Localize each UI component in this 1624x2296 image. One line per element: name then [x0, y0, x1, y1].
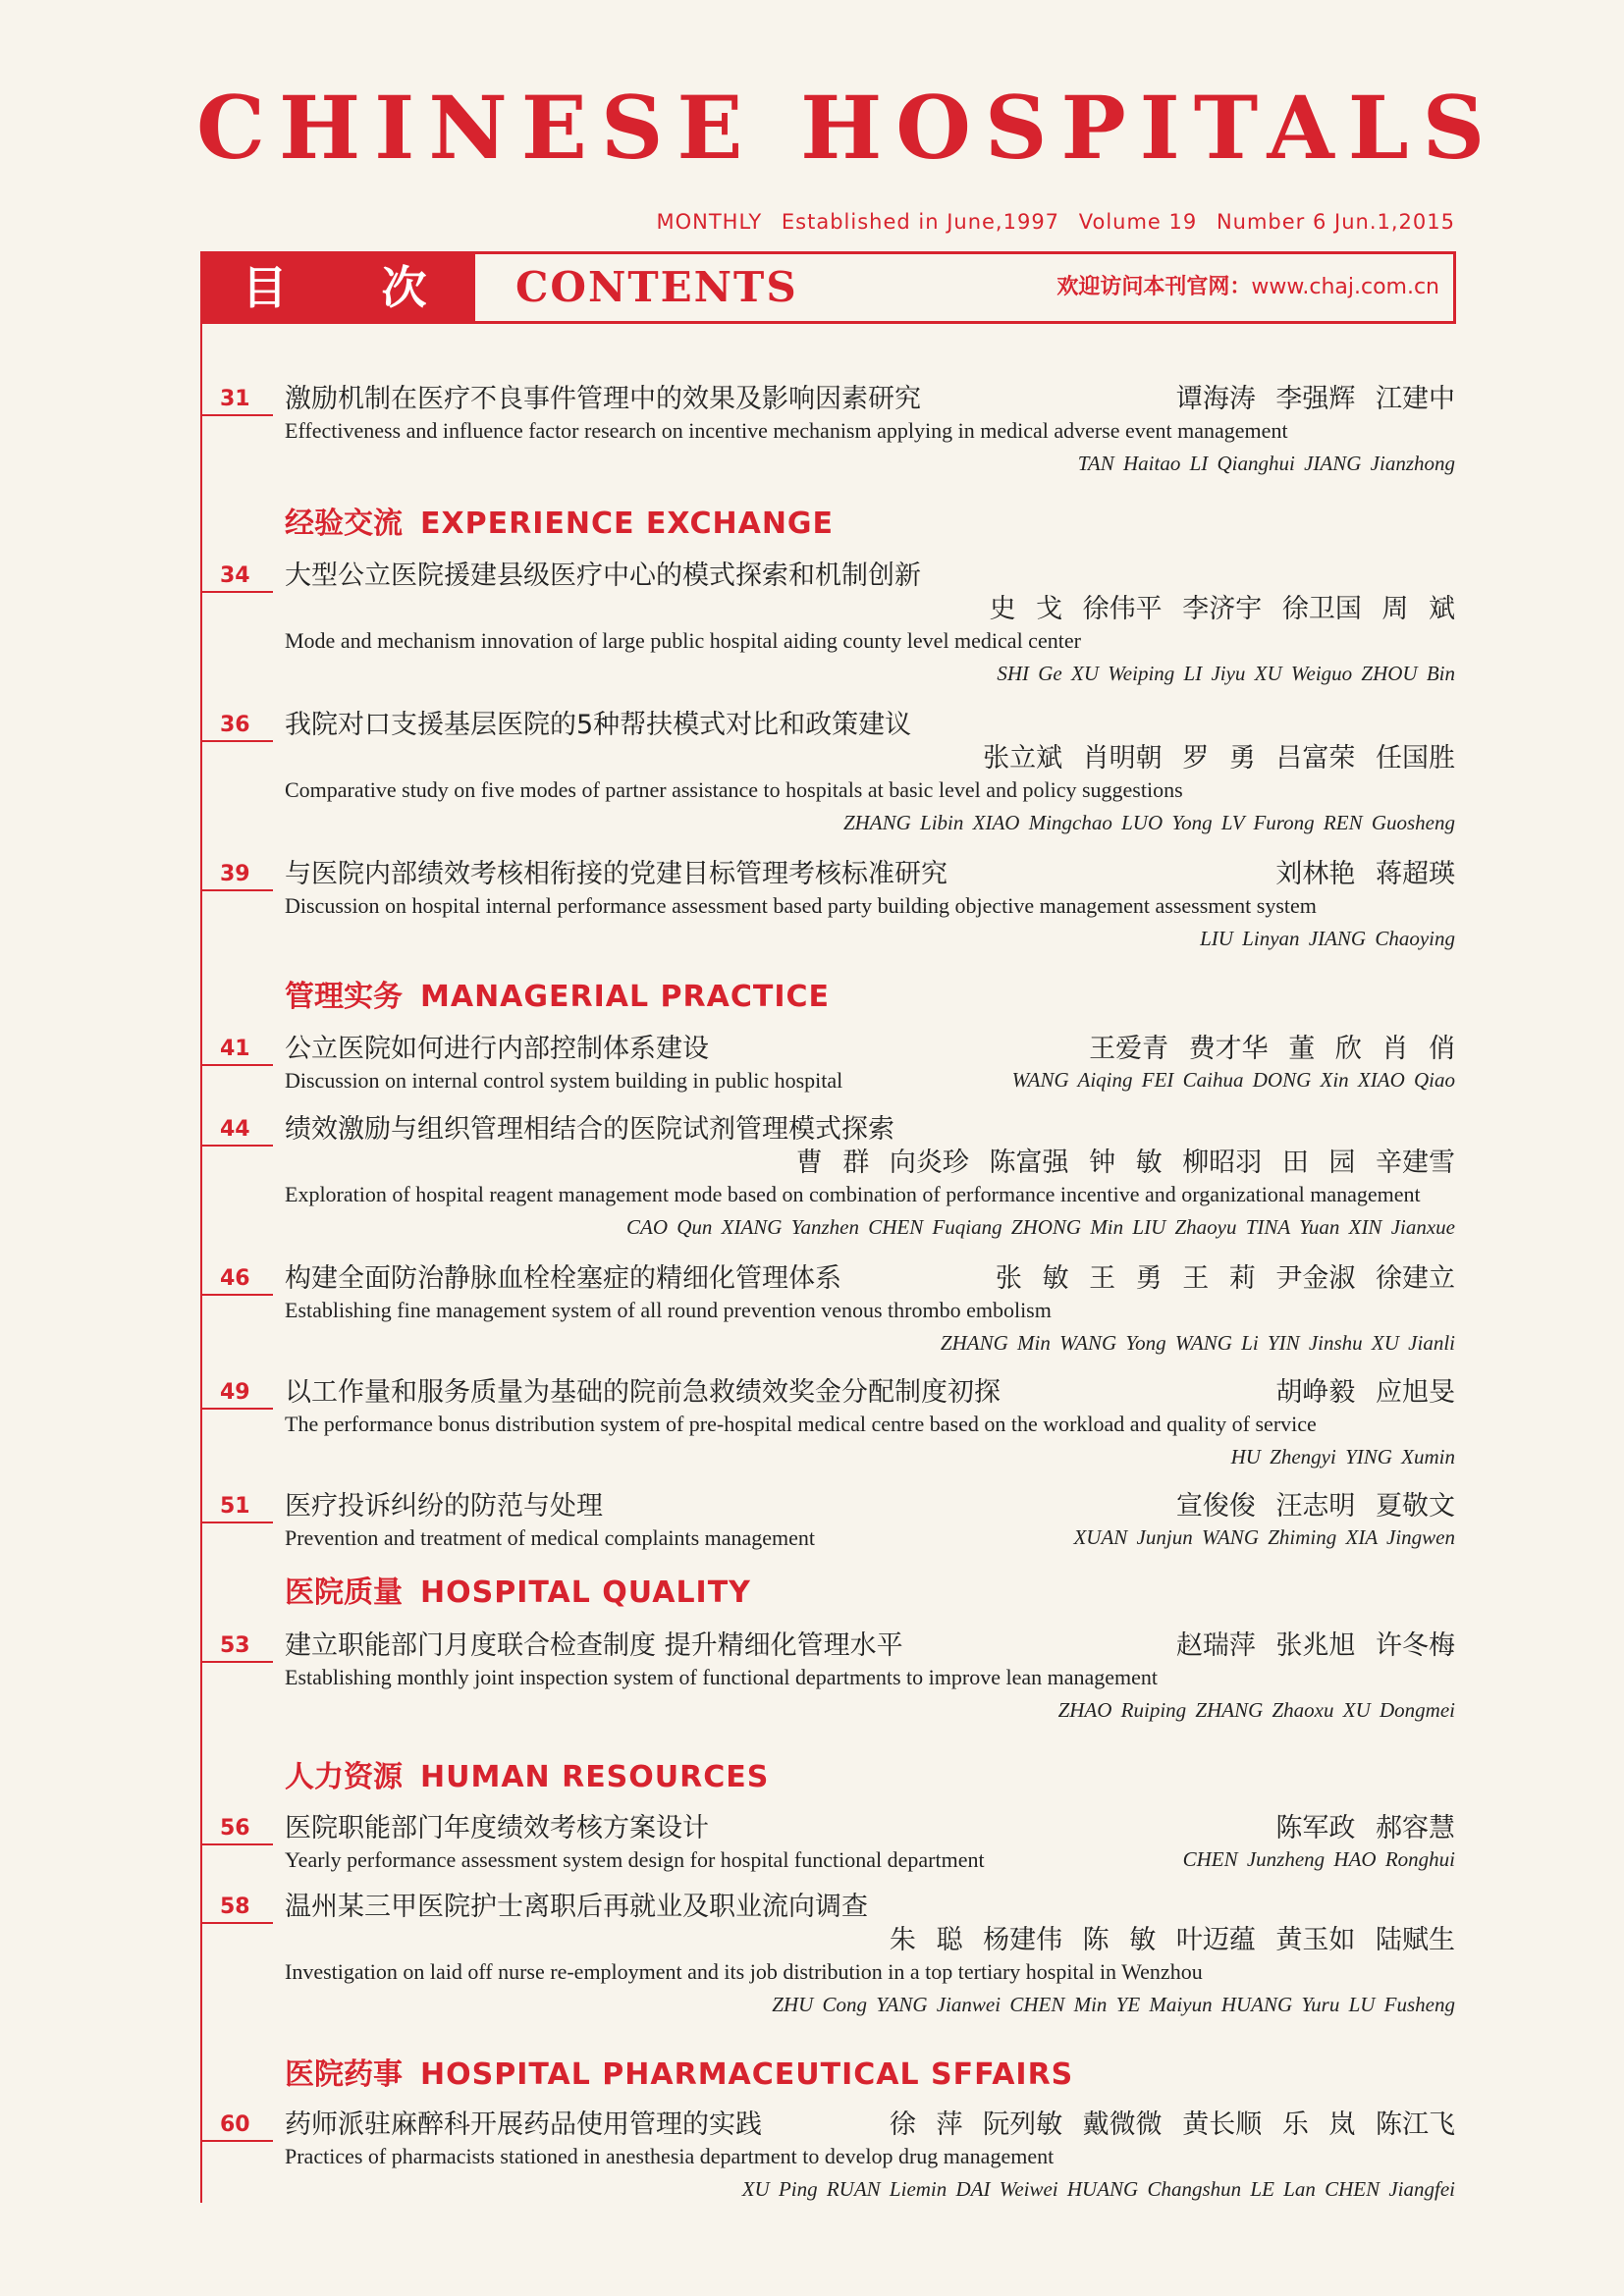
contents-en-label: CONTENTS	[515, 263, 798, 311]
entry-rule	[200, 1294, 273, 1296]
zh-title: 我院对口支援基层医院的5种帮扶模式对比和政策建议	[285, 710, 912, 740]
en-title: Discussion on internal control system building in public hospital	[285, 1068, 843, 1093]
en-authors: SHI Ge XU Weiping LI Jiyu XU Weiguo ZHOU Bin	[997, 662, 1455, 685]
en-authors: TAN Haitao LI Qianghui JIANG Jianzhong	[1077, 452, 1455, 475]
en-authors: XUAN Junjun WANG Zhiming XIA Jingwen	[1073, 1525, 1455, 1549]
section-heading	[285, 2050, 1073, 2093]
page-number: 41	[220, 1037, 250, 1061]
entry-rule	[200, 1661, 273, 1663]
page-number: 34	[220, 563, 250, 588]
zh-authors: 徐 萍 阮列敏 戴微微 黄长顺 乐 岚 陈江飞	[889, 2109, 1455, 2140]
section-en: HOSPITAL QUALITY	[420, 1575, 751, 1610]
en-title: Exploration of hospital reagent management mode based on combination of performance incentive and organizational management	[285, 1182, 1421, 1206]
page-number: 56	[220, 1816, 250, 1841]
en-authors: LIU Linyan JIANG Chaoying	[1200, 927, 1455, 950]
section-zh: 经验交流	[285, 507, 403, 541]
zh-authors: 赵瑞萍 张兆旭 许冬梅	[1175, 1630, 1455, 1661]
entry-rule	[200, 740, 273, 742]
zh-title: 医疗投诉纠纷的防范与处理	[285, 1491, 603, 1522]
en-title: Establishing monthly joint inspection system of functional departments to improve lean management	[285, 1665, 1158, 1689]
entry-rule	[200, 1145, 273, 1147]
zh-authors: 刘林艳 蒋超瑛	[1275, 859, 1455, 889]
section-en: EXPERIENCE EXCHANGE	[420, 507, 835, 541]
entry-rule	[200, 889, 273, 891]
en-title: Comparative study on five modes of partner assistance to hospitals at basic level and policy suggestions	[285, 777, 1183, 802]
zh-authors: 王爱青 费才华 董 欣 肖 俏	[1089, 1034, 1455, 1064]
section-zh: 管理实务	[285, 980, 403, 1014]
page-number: 31	[220, 387, 250, 411]
entry-rule	[200, 1408, 273, 1410]
page-number: 46	[220, 1266, 250, 1291]
en-authors: ZHAO Ruiping ZHANG Zhaoxu XU Dongmei	[1057, 1698, 1455, 1722]
publication-info	[628, 210, 1455, 234]
zh-authors: 宣俊俊 汪志明 夏敬文	[1175, 1491, 1455, 1522]
established: Established in June,1997	[781, 210, 1060, 234]
zh-authors: 胡峥毅 应旭旻	[1275, 1377, 1455, 1408]
en-title: Yearly performance assessment system design for hospital functional department	[285, 1847, 985, 1872]
zh-authors: 谭海涛 李强辉 江建中	[1175, 384, 1455, 414]
journal-title: CHINESE HOSPITALS	[196, 77, 1499, 179]
section-heading	[285, 1752, 769, 1795]
page-number: 36	[220, 713, 250, 737]
section-heading	[285, 1568, 751, 1611]
zh-title: 大型公立医院援建县级医疗中心的模式探索和机制创新	[285, 561, 921, 591]
frequency: MONTHLY	[656, 210, 763, 234]
page-number: 44	[220, 1117, 250, 1142]
zh-title: 建立职能部门月度联合检查制度 提升精细化管理水平	[285, 1630, 903, 1661]
section-en: HUMAN RESOURCES	[420, 1760, 770, 1794]
en-authors: ZHU Cong YANG Jianwei CHEN Min YE Maiyun HUANG Yuru LU Fusheng	[772, 1993, 1455, 2016]
entry-rule	[200, 591, 273, 593]
en-authors: HU Zhengyi YING Xumin	[1230, 1445, 1455, 1468]
en-authors: XU Ping RUAN Liemin DAI Weiwei HUANG Changshun LE Lan CHEN Jiangfei	[741, 2177, 1455, 2201]
en-title: Practices of pharmacists stationed in anesthesia department to develop drug management	[285, 2144, 1055, 2168]
website-notice	[1056, 254, 1439, 321]
zh-title: 医院职能部门年度绩效考核方案设计	[285, 1813, 709, 1843]
en-authors: CHEN Junzheng HAO Ronghui	[1182, 1847, 1455, 1871]
visit-text: 欢迎访问本刊官网：	[1056, 275, 1252, 299]
zh-authors: 史 戈 徐伟平 李济宇 徐卫国 周 斌	[989, 594, 1455, 624]
page-number: 58	[220, 1895, 250, 1919]
en-authors: ZHANG Min WANG Yong WANG Li YIN Jinshu XU Jianli	[940, 1331, 1455, 1355]
en-title: Prevention and treatment of medical complaints management	[285, 1525, 816, 1550]
section-heading	[285, 499, 834, 542]
page-number: 39	[220, 862, 250, 886]
contents-header-bar	[200, 251, 1456, 324]
en-title: Mode and mechanism innovation of large public hospital aiding county level medical center	[285, 628, 1081, 653]
page-number: 60	[220, 2112, 250, 2137]
section-en: MANAGERIAL PRACTICE	[420, 980, 831, 1014]
en-title: Discussion on hospital internal performance assessment based party building objective management assessment system	[285, 893, 1317, 918]
entry-rule	[200, 1064, 273, 1066]
zh-title: 公立医院如何进行内部控制体系建设	[285, 1034, 709, 1064]
en-title: The performance bonus distribution system of pre-hospital medical centre based on the workload and quality of service	[285, 1412, 1317, 1436]
contents-zh-label: 目 次	[203, 254, 475, 321]
section-en: HOSPITAL PHARMACEUTICAL SFFAIRS	[420, 2057, 1074, 2092]
issue-number: Number 6 Jun.1,2015	[1216, 210, 1455, 234]
en-authors: WANG Aiqing FEI Caihua DONG Xin XIAO Qiao	[1011, 1068, 1455, 1092]
zh-authors: 陈军政 郝容慧	[1275, 1813, 1455, 1843]
zh-authors: 曹 群 向炎珍 陈富强 钟 敏 柳昭羽 田 园 辛建雪	[795, 1148, 1455, 1178]
zh-title: 温州某三甲医院护士离职后再就业及职业流向调查	[285, 1892, 868, 1922]
zh-title: 以工作量和服务质量为基础的院前急救绩效奖金分配制度初探	[285, 1377, 1001, 1408]
zh-title: 绩效激励与组织管理相结合的医院试剂管理模式探索	[285, 1114, 894, 1145]
section-zh: 医院质量	[285, 1575, 403, 1610]
zh-title: 与医院内部绩效考核相衔接的党建目标管理考核标准研究	[285, 859, 947, 889]
en-authors: ZHANG Libin XIAO Mingchao LUO Yong LV Furong REN Guosheng	[842, 811, 1455, 834]
entry-rule	[200, 1843, 273, 1845]
en-title: Effectiveness and influence factor research on incentive mechanism applying in medical adverse event management	[285, 418, 1288, 443]
en-title: Establishing fine management system of all round prevention venous thrombo embolism	[285, 1298, 1052, 1322]
entry-rule	[200, 414, 273, 416]
zh-authors: 朱 聪 杨建伟 陈 敏 叶迈蕴 黄玉如 陆赋生	[889, 1925, 1455, 1955]
entry-rule	[200, 1922, 273, 1924]
contents-rule	[200, 321, 202, 2203]
en-title: Investigation on laid off nurse re-employment and its job distribution in a top tertiary hospital in Wenzhou	[285, 1959, 1203, 1984]
en-authors: CAO Qun XIANG Yanzhen CHEN Fuqiang ZHONG Min LIU Zhaoyu TINA Yuan XIN Jianxue	[625, 1215, 1455, 1239]
page-number: 51	[220, 1494, 250, 1519]
zh-title: 药师派驻麻醉科开展药品使用管理的实践	[285, 2109, 762, 2140]
zh-title: 构建全面防治静脉血栓栓塞症的精细化管理体系	[285, 1263, 841, 1294]
zh-authors: 张 敏 王 勇 王 莉 尹金淑 徐建立	[995, 1263, 1455, 1294]
volume: Volume 19	[1078, 210, 1198, 234]
zh-title: 激励机制在医疗不良事件管理中的效果及影响因素研究	[285, 384, 921, 414]
zh-authors: 张立斌 肖明朝 罗 勇 吕富荣 任国胜	[983, 743, 1455, 774]
entry-rule	[200, 2140, 273, 2142]
page-number: 53	[220, 1633, 250, 1658]
website-link[interactable]: www.chaj.com.cn	[1251, 275, 1439, 299]
entry-rule	[200, 1522, 273, 1523]
section-zh: 人力资源	[285, 1760, 403, 1794]
section-zh: 医院药事	[285, 2057, 403, 2092]
section-heading	[285, 972, 830, 1015]
page-number: 49	[220, 1380, 250, 1405]
